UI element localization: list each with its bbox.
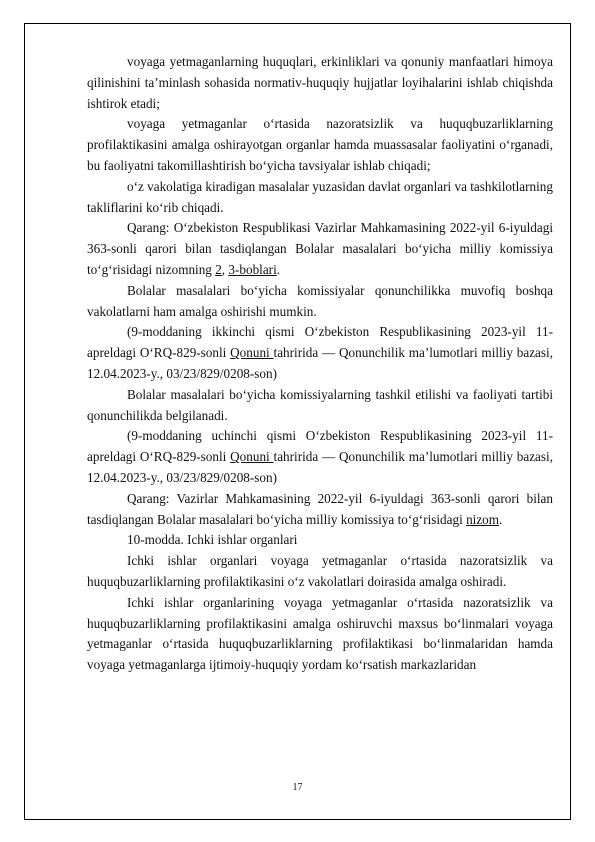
text: Qarang: Vazirlar Mahkamasining 2022-yil 6-iyuldagi 363-sonli qarori bilan tasdiqlangan Bolalar masalalari bo‘yicha milliy komissiya to‘g‘risidagi bbox=[87, 490, 553, 527]
paragraph: voyaga yetmaganlar o‘rtasida nazoratsizlik va huquqbuzarliklarning profilaktikasini amalga oshirayotgan organlar hamda muassasalar faoliyatini o‘rganadi, bu faoliyatni takomillashtirish bo‘yicha tavsiyalar ishlab chiqadi; bbox=[87, 116, 553, 173]
link-chapter-2[interactable]: 2 bbox=[215, 261, 222, 277]
paragraph: Ichki ishlar organlari voyaga yetmaganlar o‘rtasida nazoratsizlik va huquqbuzarliklarning profilaktikasini o‘z vakolatlari doirasida amalga oshiradi. bbox=[87, 553, 553, 589]
text: Qarang: O‘zbekiston Respublikasi Vazirlar Mahkamasining 2022-yil 6-iyuldagi 363-sonli qarori bilan tasdiqlangan Bolalar masalalari bo‘yicha milliy komissiya to‘g‘risidagi nizomning bbox=[87, 220, 553, 277]
paragraph: Ichki ishlar organlarining voyaga yetmaganlar o‘rtasida nazoratsizlik va huquqbuzarliklarning profilaktikasini amalga oshiruvchi maxsus bo‘linmalari voyaga yetmaganlar o‘rtasida huquqbuzarliklarning profilaktikasi bo‘linmalaridan hamda voyaga yetmaganlarga ijtimoiy-huquqiy yordam ko‘rsatish markazlaridan bbox=[87, 594, 553, 673]
text: tahririda — Qonunchilik ma’lumotlari milliy bazasi, 12.04.2023-y., 03/23/829/0208-son) bbox=[87, 449, 554, 485]
text: (9-moddaning uchinchi qismi O‘zbekiston Respublikasining 2023-yil 11-apreldagi O‘RQ-829-sonli bbox=[87, 428, 553, 465]
paragraph: Bolalar masalalari bo‘yicha komissiyalarning tashkil etilishi va faoliyati tartibi qonunchilikda belgilanadi. bbox=[87, 386, 553, 423]
text: , bbox=[221, 261, 229, 277]
text: (9-moddaning ikkinchi qismi O‘zbekiston Respublikasining 2023-yil 11-apreldagi O‘RQ-829-sonli bbox=[87, 324, 553, 361]
paragraph-amendment bbox=[87, 426, 553, 488]
text: . bbox=[499, 511, 503, 527]
text: tahririda — Qonunchilik ma’lumotlari milliy bazasi, 12.04.2023-y., 03/23/829/0208-son) bbox=[87, 345, 554, 381]
link-chapter-3[interactable]: 3-boblari bbox=[228, 261, 277, 277]
document-body bbox=[87, 52, 553, 676]
paragraph: voyaga yetmaganlarning huquqlari, erkinliklari va qonuniy manfaatlari himoya qilinishini ta’minlash sohasida normativ-huquqiy hujjatlar loyihalarini ishlab chiqishda ishtirok etadi; bbox=[87, 54, 553, 111]
page-number: 17 bbox=[292, 782, 303, 793]
paragraph: o‘z vakolatiga kiradigan masalalar yuzasidan davlat organlari va tashkilotlarning takliflarini ko‘rib chiqadi. bbox=[87, 178, 553, 215]
article-heading: 10-modda. Ichki ishlar organlari bbox=[127, 532, 298, 548]
link-law[interactable]: Qonuni bbox=[230, 449, 274, 465]
paragraph-reference bbox=[87, 218, 553, 280]
paragraph-reference bbox=[87, 489, 553, 531]
paragraph-amendment bbox=[87, 322, 553, 384]
paragraph: Bolalar masalalari bo‘yicha komissiyalar qonunchilikka muvofiq boshqa vakolatlarni ham amalga oshirishi mumkin. bbox=[87, 282, 553, 319]
text: . bbox=[276, 261, 281, 277]
link-law[interactable]: Qonuni bbox=[230, 345, 274, 361]
link-regulation[interactable]: nizom bbox=[466, 511, 500, 527]
